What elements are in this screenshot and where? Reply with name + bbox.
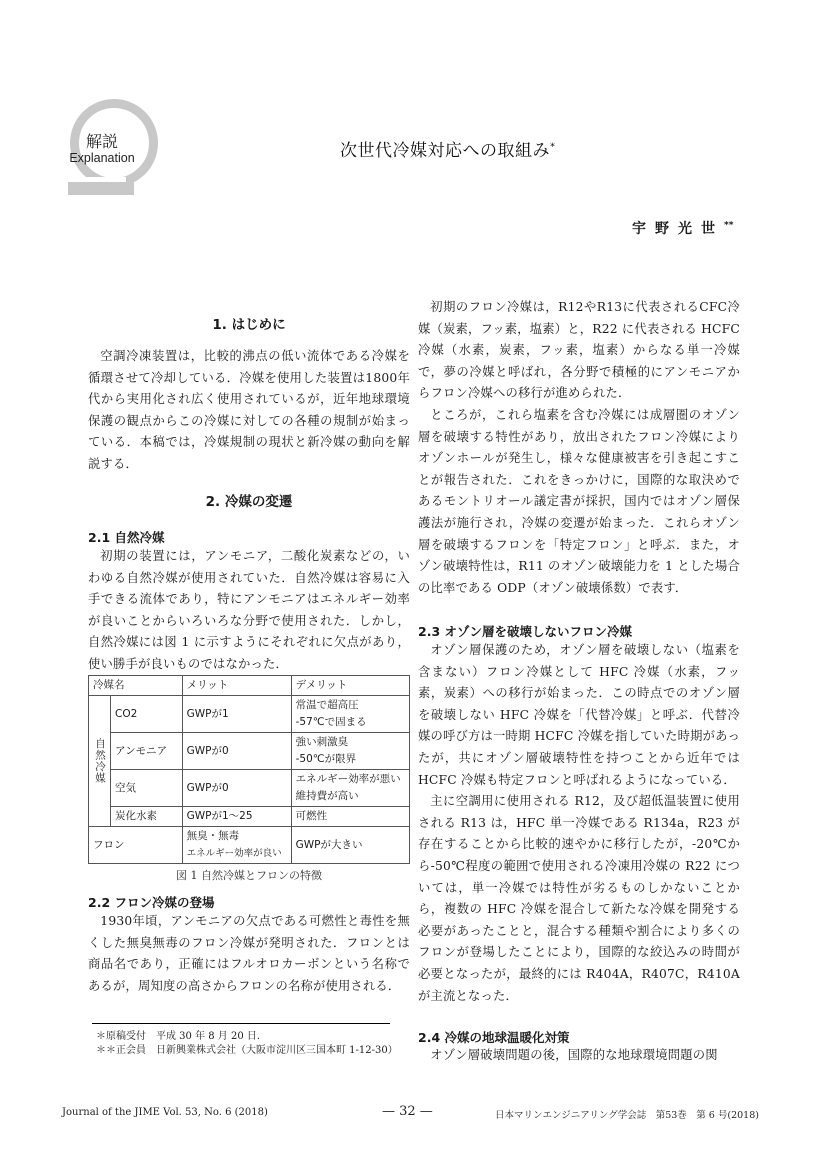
demerit-line: エネルギー効率が悪い [295,773,401,785]
cell-merit: GWPが0 [182,770,291,807]
title-footnote-mark: * [550,141,556,153]
demerit-line: 維持費が高い [295,790,359,802]
footnote-divider [92,1023,390,1024]
explanation-logo [66,99,166,199]
refrigerant-table [88,675,410,864]
paragraph: 初期のフロン冷媒は，R12やR13に代表されるCFC冷媒（炭素，フッ素，塩素）と，R22 に代表される HCFC冷媒（水素，炭素，フッ素，塩素）からなる単一冷媒で，夢の冷媒と呼ばれ，各分野で積極的にアンモニアからフロン冷媒への移行が進められた． [418,300,740,401]
table-row [89,770,410,807]
cell-name: 空気 [111,770,183,807]
table-row [89,696,410,733]
author-name: 宇野光世 [632,221,724,237]
footnote: ＊原稿受付 平成 30 年 8 月 20 日． [96,1031,267,1042]
logo-label-jp: 解説 [85,132,118,151]
paragraph: オゾン層破壊問題の後，国際的な地球環境問題の関 [430,1048,718,1062]
author-footnote-mark: ** [724,220,734,231]
cell-merit: GWPが1 [182,696,291,733]
article-title-text: 次世代冷媒対応への取組み [340,141,550,161]
cell-name: フロン [89,827,183,864]
table-header-row [89,676,410,696]
cell-name: CO2 [111,696,183,733]
cell-demerit [291,696,409,733]
cell-merit: GWPが1～25 [182,807,291,827]
demerit-line: 強い刺激臭 [295,736,349,748]
page-number: — 32 — [382,1104,433,1119]
section-2-2-paragraph: 1930年頃，アンモニアの欠点である可燃性と毒性を無くした無臭無毒のフロン冷媒が発明された．フロンとは商品名であり，正確にはフルオロカーボンという名称であるが，周知度の高さからフロンの名称が使用される． [88,914,410,993]
journal-citation-jp: 日本マリンエンジニアリング学会誌 第53巻 第 6 号(2018) [495,1110,759,1121]
section-2-1-heading: 2.1 自然冷媒 [88,530,165,545]
section-2-4-heading: 2.4 冷媒の地球温暖化対策 [418,1030,570,1045]
demerit-line: 常温で超高圧 [295,699,359,711]
footnote: ＊＊正会員 日新興業株式会社（大阪市淀川区三国本町 1-12-30） [96,1045,398,1056]
section-1-heading: 1. はじめに [212,317,286,333]
section-2-3-heading: 2.3 オゾン層を破壊しないフロン冷媒 [418,624,632,639]
cell-demerit: 可燃性 [291,807,409,827]
footnotes [96,1030,396,1058]
cell-demerit [291,733,409,770]
header-name: 冷媒名 [89,676,183,696]
cell-demerit: GWPが大きい [291,827,409,864]
demerit-line: -57℃で固まる [295,716,367,728]
paragraph: 主に空調用に使用される R12，及び超低温装置に使用される R13 は，HFC 単一冷媒である R134a，R23 が存在することから比較的速やかに移行したが，-20℃から-50℃程度の範囲で使用される冷凍用冷媒の R22 については，単一冷媒では特性が劣るものしかないことから，複数の HFC 冷媒を混合して新たな冷媒を開発する必要があったことと，混合する種類や割合により多くのフロンが登場したことにより，国際的な絞込みの時間が必要となったが，最終的には R404A，R407C，R410A が主流となった． [418,794,740,1003]
demerit-line: -50℃が限界 [295,753,357,765]
journal-citation: Journal of the JIME Vol. 53, No. 6 (2018) [62,1107,268,1118]
article-title [340,136,556,161]
table-row-freon [89,827,410,864]
author [632,218,733,238]
paragraph: オゾン層保護のため，オゾン層を破壊しない（塩素を含まない）フロン冷媒として HFC 冷媒（水素，フッ素，炭素）への移行が始まった．この時点でのオゾン層を破壊しない HFC 冷媒を「代替冷媒」と呼ぶ．代替冷媒の呼び方は一時期 HCFC 冷媒を指していた時期があったが，共にオゾン層破壊特性を持つことから近年では HCFC 冷媒も特定フロンと呼ばれるようになっている． [418,643,740,787]
paragraph: ところが，これら塩素を含む冷媒には成層圏のオゾン層を破壊する特性があり，放出されたフロン冷媒によりオゾンホールが発生し，様々な健康被害を引き起こすことが報告された．これをきっかけに，国際的な取決めであるモントリオール議定書が採択，国内ではオゾン層保護法が施行され，冷媒の変遷が始まった．これらオゾン層を破壊するフロンを「特定フロン」と呼ぶ．また，オゾン破壊特性は，R11 のオゾン破壊能力を 1 とした場合の比率である ODP（オゾン破壊係数）で表す． [418,407,740,595]
cell-merit: GWPが0 [182,733,291,770]
header-merit: メリット [182,676,291,696]
logo-label-en: Explanation [69,151,135,165]
cell-name: アンモニア [111,733,183,770]
figure-caption: 図 1 自然冷媒とフロンの特徴 [176,869,322,882]
table-row [89,733,410,770]
section-2-2-heading: 2.2 フロン冷媒の登場 [88,895,215,910]
logo-base-icon [68,182,134,195]
group-label-natural: 自然冷媒 [89,696,111,827]
cell-name: 炭化水素 [111,807,183,827]
merit-line: エネルギー効率が良い [186,848,282,859]
cell-merit [182,827,291,864]
figure-1 [88,675,410,883]
section-2-heading: 2. 冷媒の変遷 [205,494,293,510]
section-2-1-paragraph: 初期の装置には，アンモニア，二酸化炭素などの，いわゆる自然冷媒が使用されていた．自然冷媒は容易に入手できる流体であり，特にアンモニアはエネルギー効率が良いことからいろいろな分野で使用された．しかし，自然冷媒には図 1 に示すようにそれぞれに欠点があり，使い勝手が良いものではなかった． [88,549,410,671]
table-row [89,807,410,827]
cell-demerit [291,770,409,807]
header-demerit: デメリット [291,676,409,696]
merit-line: 無臭・無毒 [186,830,240,842]
section-1-paragraph: 空調冷凍装置は，比較的沸点の低い流体である冷媒を循環させて冷却している．冷媒を使用した装置は1800年代から実用化され広く使用されているが，近年地球環境保護の観点からこの冷媒に対しての各種の規制が始まっている．本稿では，冷媒規制の現状と新冷媒の動向を解説する． [88,349,410,471]
